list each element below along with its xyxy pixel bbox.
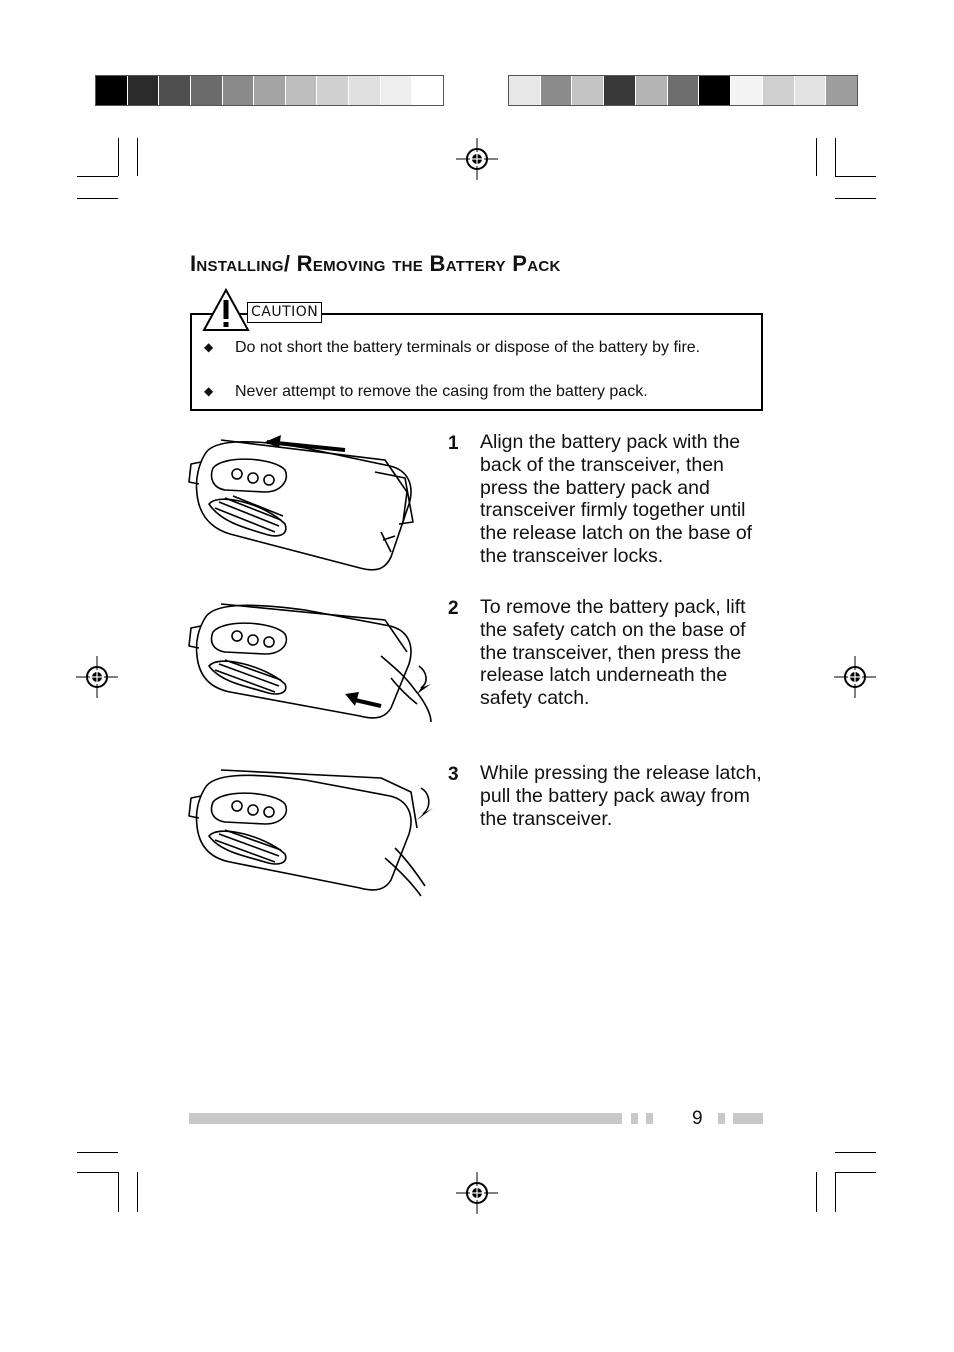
step-text: While pressing the release latch, pull the battery pack away from the transceiver. xyxy=(480,762,762,830)
color-swatch xyxy=(509,76,541,105)
color-swatch xyxy=(699,76,731,105)
color-swatch xyxy=(128,76,160,105)
crop-mark xyxy=(835,1172,836,1212)
footer-bar-dot xyxy=(631,1113,638,1124)
color-swatch xyxy=(286,76,318,105)
registration-target-icon xyxy=(456,1172,498,1214)
color-swatch xyxy=(572,76,604,105)
footer-bar xyxy=(733,1113,763,1124)
color-swatch xyxy=(795,76,827,105)
caution-item: Never attempt to remove the casing from the battery pack. xyxy=(235,383,648,400)
registration-target-icon xyxy=(76,656,118,698)
color-swatch xyxy=(763,76,795,105)
color-swatch xyxy=(381,76,413,105)
color-swatch xyxy=(317,76,349,105)
color-bar-left xyxy=(95,75,444,106)
color-swatch xyxy=(349,76,381,105)
color-bar-right xyxy=(508,75,858,106)
footer-bar-dot xyxy=(646,1113,653,1124)
step-number: 1 xyxy=(448,433,459,454)
footer-bar-dot xyxy=(718,1113,725,1124)
page-number: 9 xyxy=(692,1108,703,1129)
crop-mark xyxy=(77,176,118,177)
step-number: 3 xyxy=(448,764,459,785)
footer-bar xyxy=(189,1113,622,1124)
warning-triangle-icon xyxy=(202,288,250,332)
crop-mark xyxy=(816,1172,817,1212)
crop-mark xyxy=(835,176,876,177)
crop-mark xyxy=(77,198,118,199)
registration-target-icon xyxy=(834,656,876,698)
color-swatch xyxy=(159,76,191,105)
registration-target-icon xyxy=(456,138,498,180)
color-swatch xyxy=(826,76,857,105)
crop-mark xyxy=(835,1172,876,1173)
crop-mark xyxy=(835,138,836,176)
crop-mark xyxy=(137,138,138,176)
crop-mark xyxy=(835,1152,876,1153)
color-swatch xyxy=(96,76,128,105)
color-swatch xyxy=(731,76,763,105)
crop-mark xyxy=(835,198,876,199)
caution-label: CAUTION xyxy=(247,302,322,323)
crop-mark xyxy=(77,1152,118,1153)
step-text: To remove the battery pack, lift the safety catch on the base of the transceiver, then press the release latch underneath the safety catch. xyxy=(480,596,746,710)
color-swatch xyxy=(191,76,223,105)
crop-mark xyxy=(118,1172,119,1212)
color-swatch xyxy=(604,76,636,105)
diamond-bullet-icon: ◆ xyxy=(204,340,214,354)
caution-item: Do not short the battery terminals or dispose of the battery by fire. xyxy=(235,339,701,356)
crop-mark xyxy=(77,1172,118,1173)
color-swatch xyxy=(223,76,255,105)
crop-mark xyxy=(816,138,817,176)
diamond-bullet-icon: ◆ xyxy=(204,384,214,398)
battery-attach-illustration xyxy=(185,432,425,577)
color-swatch xyxy=(636,76,668,105)
color-swatch xyxy=(541,76,573,105)
battery-release-illustration xyxy=(185,596,435,726)
crop-mark xyxy=(118,138,119,176)
page-title: Installing/ Removing the Battery Pack xyxy=(190,251,561,276)
step-number: 2 xyxy=(448,598,459,619)
crop-mark xyxy=(137,1172,138,1212)
color-swatch xyxy=(412,76,443,105)
battery-remove-illustration xyxy=(185,762,435,902)
step-text: Align the battery pack with the back of the transceiver, then press the battery pack and transceiver firmly together until the release latch on the base of the transceiver locks. xyxy=(480,431,753,567)
color-swatch xyxy=(668,76,700,105)
color-swatch xyxy=(254,76,286,105)
